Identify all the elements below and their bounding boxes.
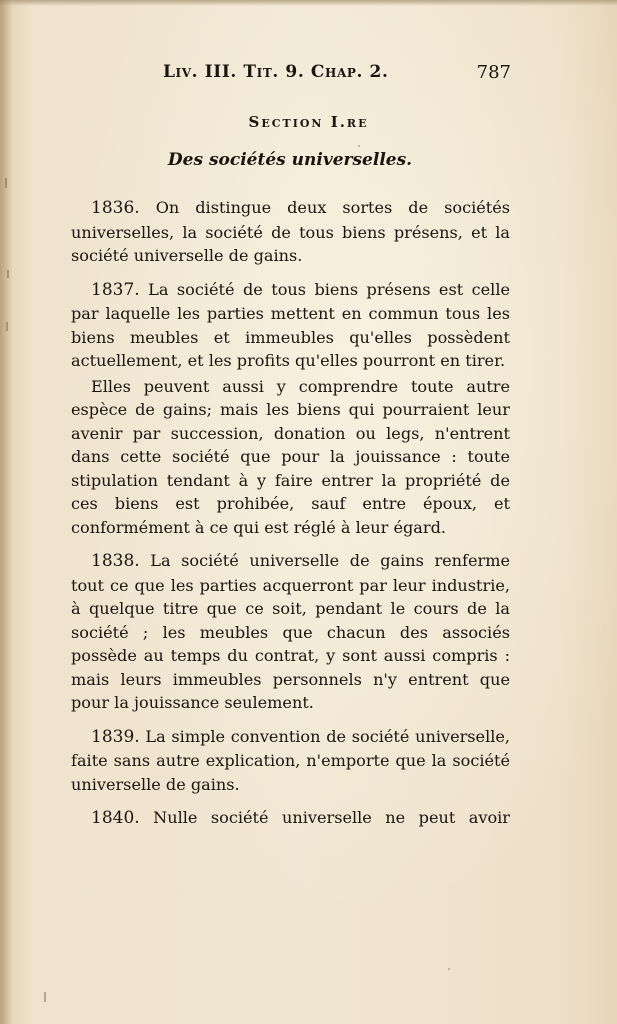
paper-speck	[448, 968, 450, 970]
article-paragraph	[71, 725, 510, 797]
article-text: La société universelle de gains renferme tout ce que les parties acquerront par leur industrie, à quelque titre que ce soit, pendant le cours de la société ; les meubles que chacun des associés possède au temps du contrat, y sont aussi compris : mais leurs immeubles personnels n'y entrent que pour la jouissance seulement.	[71, 551, 511, 712]
article-number: 1839.	[91, 726, 140, 747]
article-paragraph	[71, 278, 510, 373]
margin-ink-mark	[6, 322, 8, 331]
margin-ink-mark	[44, 992, 46, 1002]
page-top-edge	[0, 0, 617, 6]
body-text	[71, 196, 510, 831]
article-text: La société de tous biens présens est celle par laquelle les parties mettent en commun tous les biens meubles et immeubles qu'elles possèdent actuellement, et les profits qu'elles pourront en tirer.	[71, 279, 510, 370]
article-paragraph	[71, 549, 510, 715]
running-header	[163, 62, 511, 88]
article-text: On distingue deux sortes de sociétés universelles, la société de tous biens présens, et la société universelle de gains.	[71, 198, 511, 265]
section-subtitle: Des sociétés universelles.	[167, 150, 413, 170]
margin-ink-mark	[5, 178, 7, 188]
margin-ink-mark	[7, 270, 9, 278]
article-paragraph	[71, 806, 510, 831]
section-heading: Section I.re	[248, 113, 369, 131]
article-number: 1838.	[91, 551, 140, 571]
running-title: Liv. III. Tit. 9. Chap. 2.	[163, 62, 389, 82]
article-paragraph	[71, 375, 510, 540]
paper-speck	[358, 145, 360, 147]
article-text: Elles peuvent aussi y comprendre toute autre espèce de gains; mais les biens qui pourraient leur avenir par succession, donation ou legs, n'entrent dans cette société que pour la jouissance : toute stipulation tendant à y faire entrer la propriété de ces biens est prohibée, sauf entre époux, et conformément à ce qui est réglé à leur égard.	[71, 376, 510, 537]
article-paragraph	[71, 196, 510, 268]
article-number: 1836.	[91, 198, 140, 218]
article-number: 1840.	[91, 808, 140, 828]
page-number: 787	[476, 62, 511, 83]
article-text: Nulle société universelle ne peut avoir	[153, 808, 510, 827]
article-text: La simple convention de société universelle, faite sans autre explication, n'emporte que la société universelle de gains.	[71, 726, 511, 794]
article-number: 1837.	[91, 279, 140, 300]
